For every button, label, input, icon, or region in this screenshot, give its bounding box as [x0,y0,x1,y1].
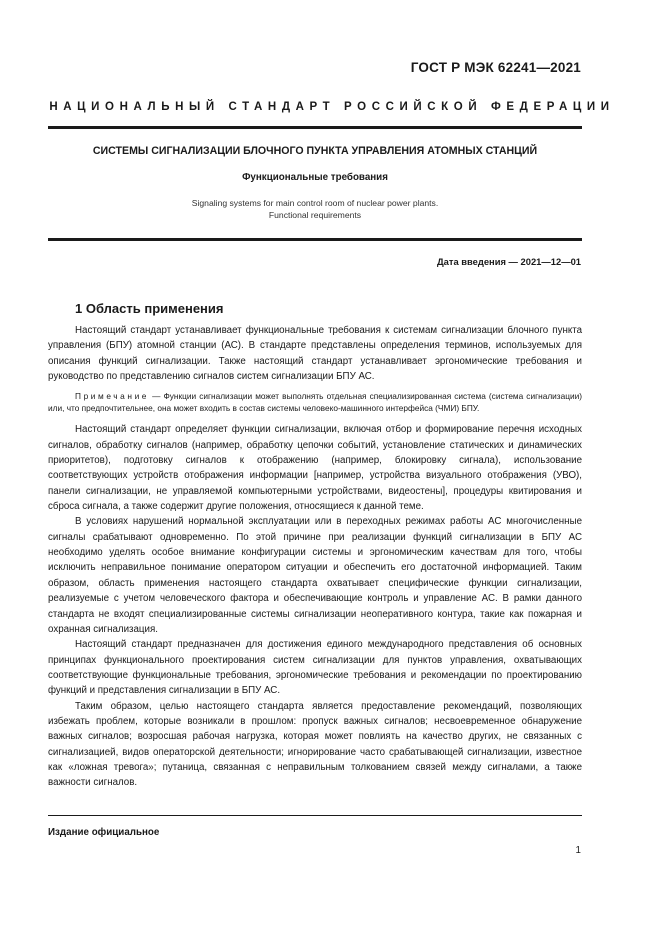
paragraph-4: Настоящий стандарт предназначен для достижения единого международного представления об основных принципах функционального проектирования систем сигнализации для пунктов управления, охватывающих соответствующие функциональные требования, эргономические требования и рекомендации по проектированию функций и представления сигнализации в БПУ АС. [48,639,582,697]
introduction-date: Дата введения — 2021—12—01 [436,256,581,267]
section-heading: 1 Область применения [75,301,224,316]
title-divider [48,238,582,241]
document-subtitle: Функциональные требования [242,172,388,183]
document-title: СИСТЕМЫ СИГНАЛИЗАЦИИ БЛОЧНОГО ПУНКТА УПРАВЛЕНИЯ АТОМНЫХ СТАНЦИЙ [92,145,538,157]
english-title-line-2: Functional requirements [268,210,362,220]
note-label: Примечание [75,391,150,402]
footer-divider [48,815,582,816]
paragraph-1: Настоящий стандарт устанавливает функциональные требования к системам сигнализации блочного пункта управления (БПУ) атомной станции (АС). В стандарте представлены определения терминов, используемых для описания функций сигнализации. Также настоящий стандарт устанавливает эргономические требования и руководство по представлению сигналов систем сигнализации БПУ АС. [48,325,582,383]
paragraph-5: Таким образом, целью настоящего стандарта является предоставление рекомендаций, позволяющих избежать проблем, которые возникали в прошлом: пропуск важных сигналов; несвоевременное обнаружение важных сигналов; возросшая рабочая нагрузка, которая может повлиять на качество других, не связанных с сигнализацией, видов операторской деятельности; игнорирование часто срабатывающей сигнализации, известное как «ложная тревога»; путаница, связанная с неправильным толкованием связей между сигналами, а также важности сигналов. [48,700,582,789]
document-id: ГОСТ Р МЭК 62241—2021 [410,60,581,75]
edition-label: Издание официальное [48,827,160,838]
paragraph-3: В условиях нарушений нормальной эксплуатации или в переходных режимах работы АС многочисленные сигналы срабатывают одновременно. По этой причине при реализации функций сигнализации в БПУ АС необходимо уделять особое внимание конфигурации системы и эргономическим качествам для того, чтобы исключить неправильное понимание оператором ситуации и обеспечить его достаточной информацией. Таким образом, область применения настоящего стандарта охватывает специфические функции сигнализации, реализуемые с учетом человеческого фактора и обеспечивающие контроль и управление АС. В рамки данного стандарта не входят специализированные системы сигнализации неоперативного контура, такие как пожарная и охранная сигнализация. [48,516,582,635]
national-standard-banner: НАЦИОНАЛЬНЫЙ СТАНДАРТ РОССИЙСКОЙ ФЕДЕРАЦИИ [49,101,615,113]
top-divider [48,126,582,129]
english-title-line-1: Signaling systems for main control room of nuclear power plants. [191,198,439,208]
paragraph-2: Настоящий стандарт определяет функции сигнализации, включая отбор и формирование перечня исходных сигналов, обработку сигналов (например, обработку цепочки событий, установление статических и динамических приоритетов), подготовку сигналов к отображению (например, блокировку сигнала), использование соответствующих устройств отображения информации [например, устройства визуального отображения (УВО), панели сигнализации, не управляемой компьютерными устройствами, видеостены], процедуры квитирования и сброса сигнала, а также содержит другие положения, относящиеся к данной теме. [48,424,582,513]
note-text: — Функции сигнализации может выполнять отдельная специализированная система (система сигнализации) или, что предпочтительнее, она может входить в состав системы человеко-машинного интерфейса (ЧМИ) БПУ. [48,391,582,413]
section-body [48,323,582,791]
note [48,391,582,414]
page-number: 1 [575,845,581,856]
